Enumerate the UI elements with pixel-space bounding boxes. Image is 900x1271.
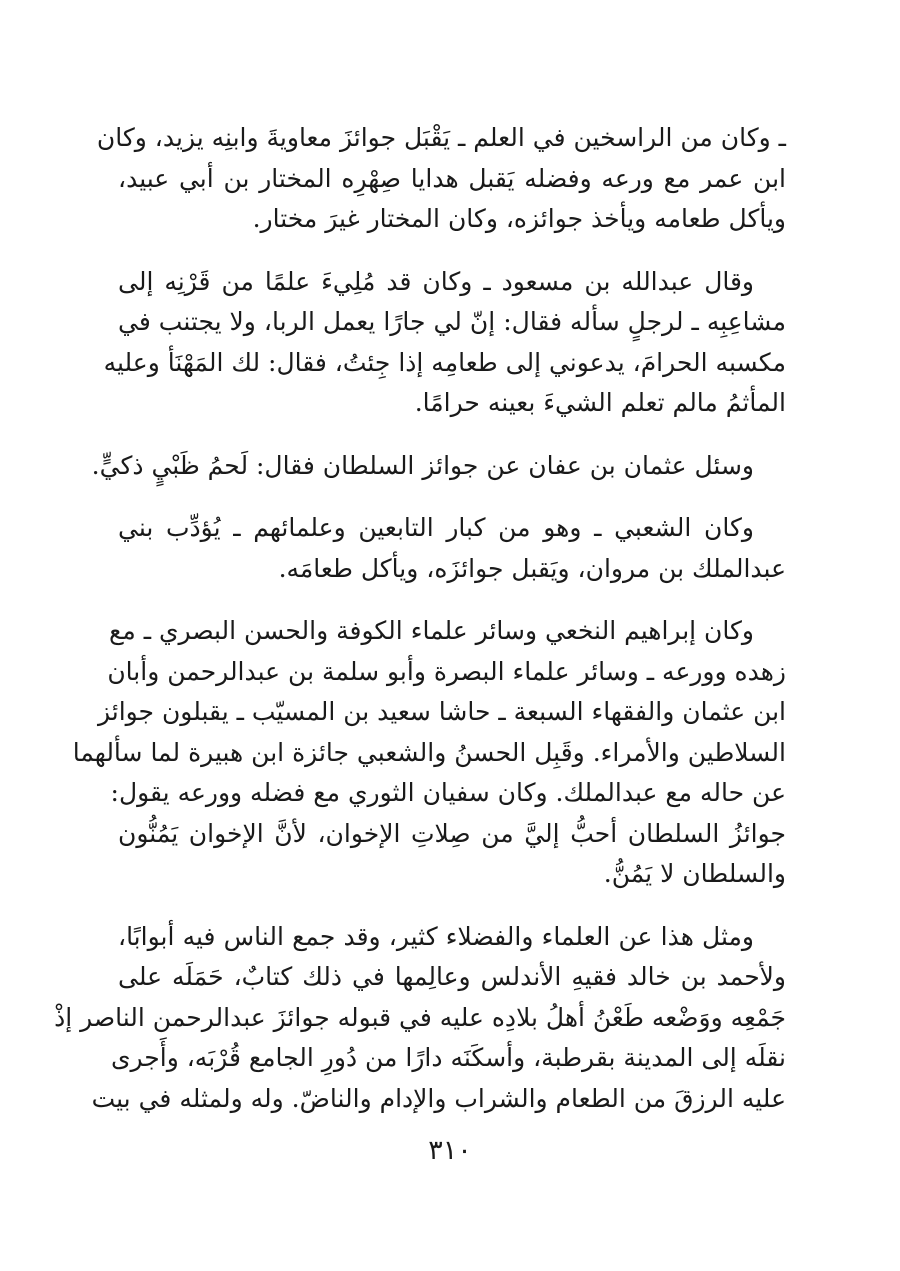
text-line: مشاعِبِه ـ لرجلٍ سأله فقال: إنّ لي جارًا يعمل الربا، ولا يجتنب في xyxy=(118,307,786,336)
text-line: عليه الرزقَ من الطعام والشراب والإدام والناضّ. وله ولمثله في بيت xyxy=(91,1083,786,1113)
text-line: ابن عمر مع ورعه وفضله يَقبل هدايا صِهْرِه المختار بن أبي عبيد، xyxy=(118,163,786,193)
text-line: عن حاله مع عبدالملك. وكان سفيان الثوري مع فضله وورعه يقول: xyxy=(110,778,786,807)
text-line: وسئل عثمان بن عفان عن جوائز السلطان فقال: لَحمُ ظَبْيٍ ذكيٍّ. xyxy=(91,450,754,480)
text-line: السلاطين والأمراء. وقَبِل الحسنُ والشعبي جائزة ابن هبيرة لما سألهما xyxy=(72,737,786,767)
text-line: عبدالملك بن مروان، ويَقبل جوائزَه، ويأكل طعامَه. xyxy=(278,553,786,583)
paragraph-1 xyxy=(96,118,786,240)
text-line: جوائزُ السلطان أحبُّ إليَّ من صِلاتِ الإخوان، لأنَّ الإخوان يَمُنُّون xyxy=(118,818,786,848)
text-line: ولأحمد بن خالد فقيهِ الأندلس وعالِمها في ذلك كتابٌ، حَمَلَه على xyxy=(118,962,786,991)
text-line: والسلطان لا يَمُنُّ. xyxy=(603,859,786,888)
text-line: زهده وورعه ـ وسائر علماء البصرة وأبو سلمة بن عبدالرحمن وأبان xyxy=(107,656,786,686)
paragraph-4 xyxy=(118,508,786,589)
text-line: وقال عبدالله بن مسعود ـ وكان قد مُلِيءَ علمًا من قَرْنِه إلى xyxy=(118,266,754,296)
text-line: المأثمُ مالم تعلم الشيءَ بعينه حرامًا. xyxy=(414,388,786,417)
text-line: ويأكل طعامه ويأخذ جوائزه، وكان المختار غيرَ مختار. xyxy=(252,204,786,233)
text-line: جَمْعِه ووَضْعه طَعْنُ أهلُ بلادِه عليه في قبوله جوائزَ عبدالرحمن الناصر إذْ xyxy=(54,1002,786,1032)
paragraph-2 xyxy=(103,262,786,424)
text-line: نقلَه إلى المدينة بقرطبة، وأسكَنَه دارًا من دُورِ الجامع قُرْبَه، وأَجرى xyxy=(110,1043,786,1072)
text-line: ـ وكان من الراسخين في العلم ـ يَقْبَل جوائزَ معاويةَ وابنِه يزيد، وكان xyxy=(96,123,786,152)
text-line: مكسبه الحرامَ، يدعوني إلى طعامِه إذا جِئتُ، فقال: لك المَهْنَأ وعليه xyxy=(103,347,786,377)
text-line: ابن عثمان والفقهاء السبعة ـ حاشا سعيد بن المسيّب ـ يقبلون جوائز xyxy=(97,697,786,726)
paragraph-5 xyxy=(72,611,786,895)
paragraph-3 xyxy=(91,446,786,487)
page-number: ٣١٠ xyxy=(428,1135,472,1166)
text-line: ومثل هذا عن العلماء والفضلاء كثير، وقد جمع الناس فيه أبوابًا، xyxy=(118,921,754,951)
paragraph-6 xyxy=(54,917,786,1120)
document-body xyxy=(54,118,786,1141)
text-line: وكان إبراهيم النخعي وسائر علماء الكوفة والحسن البصري ـ مع xyxy=(109,616,754,645)
text-line: وكان الشعبي ـ وهو من كبار التابعين وعلمائهم ـ يُؤدِّب بني xyxy=(118,513,754,542)
